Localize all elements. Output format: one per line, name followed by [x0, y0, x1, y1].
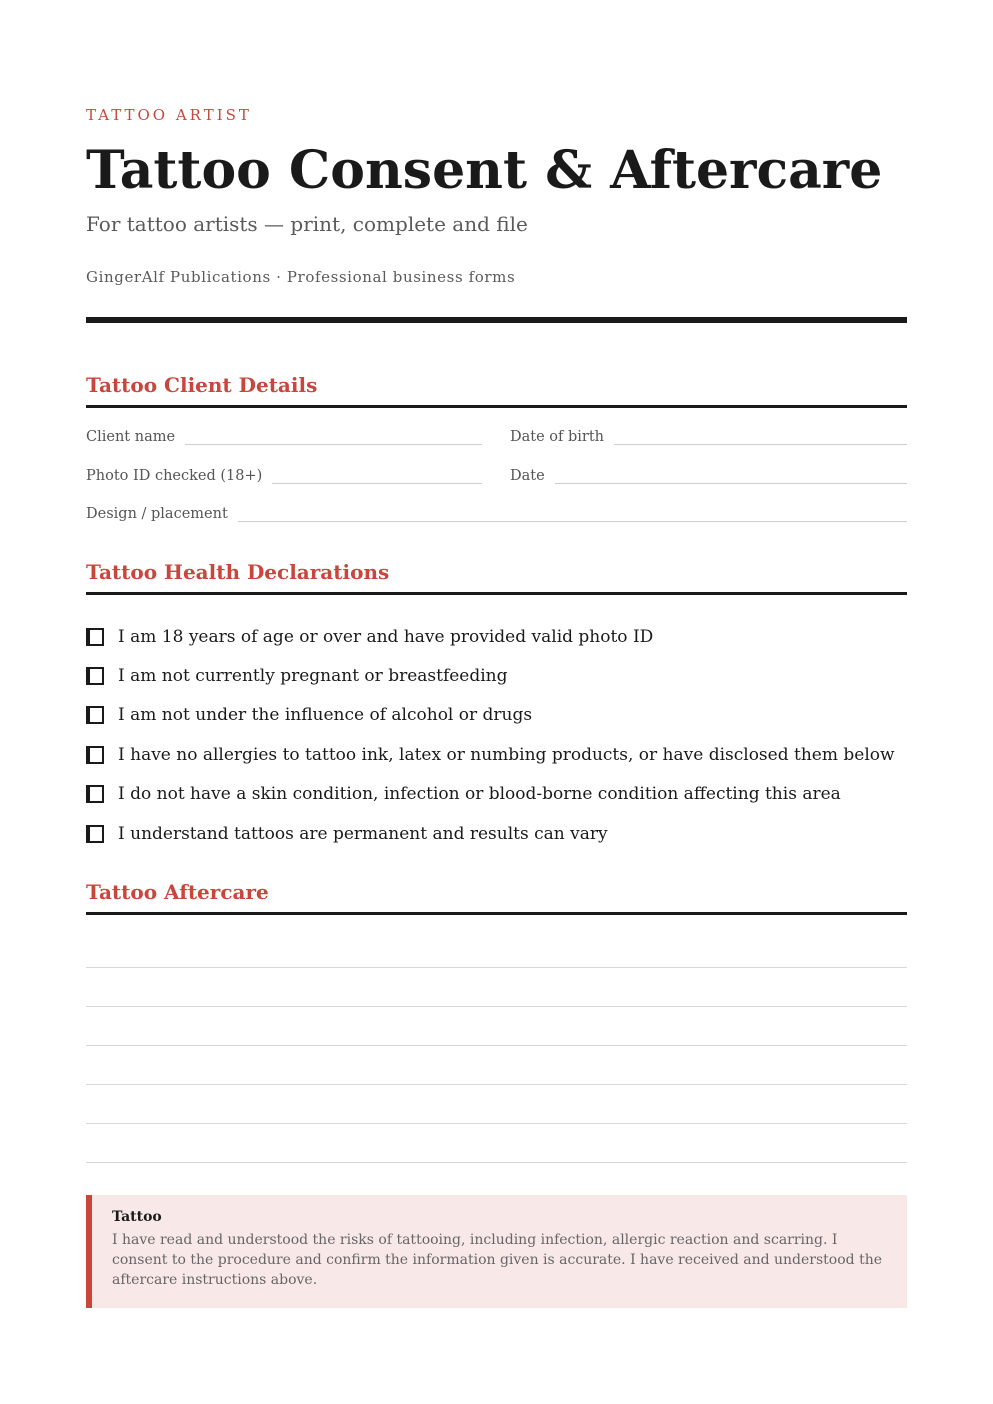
- checklist-item-label: I am not currently pregnant or breastfeeding: [118, 666, 508, 687]
- aftercare-heading: Tattoo Aftercare: [86, 880, 907, 915]
- date-of-birth-field[interactable]: [510, 426, 907, 445]
- aftercare-write-line[interactable]: [86, 1045, 907, 1046]
- publisher-line: GingerAlf Publications · Professional business forms: [86, 268, 516, 286]
- checkbox[interactable]: [86, 746, 104, 764]
- eyebrow-label: TATTOO ARTIST: [86, 106, 252, 124]
- checklist-item: [86, 814, 907, 853]
- health-declarations-heading: Tattoo Health Declarations: [86, 560, 907, 595]
- checklist-item: [86, 735, 907, 774]
- aftercare-write-line[interactable]: [86, 1123, 907, 1124]
- checklist-item: [86, 656, 907, 695]
- consent-notice-body: I have read and understood the risks of tattooing, including infection, allergic reaction and scarring. I consent to the procedure and confirm the information given is accurate. I have received and understood the aftercare instructions above.: [112, 1232, 882, 1288]
- client-name-label: Client name: [86, 429, 176, 445]
- client-name-field[interactable]: [86, 426, 482, 445]
- aftercare-write-line[interactable]: [86, 1006, 907, 1007]
- checkbox[interactable]: [86, 667, 104, 685]
- design-placement-line[interactable]: [238, 503, 907, 522]
- checkbox[interactable]: [86, 825, 104, 843]
- checkbox[interactable]: [86, 706, 104, 724]
- checklist-item-label: I understand tattoos are permanent and results can vary: [118, 823, 608, 844]
- photo-id-label: Photo ID checked (18+): [86, 468, 263, 484]
- checklist-item-label: I do not have a skin condition, infection or blood-borne condition affecting this area: [118, 784, 841, 805]
- checkbox[interactable]: [86, 785, 104, 803]
- design-placement-field[interactable]: [86, 503, 907, 522]
- date-of-birth-line[interactable]: [614, 426, 907, 445]
- page-subtitle: For tattoo artists — print, complete and file: [86, 212, 528, 236]
- checklist-item: [86, 617, 907, 656]
- header-divider: [86, 317, 907, 323]
- aftercare-write-line[interactable]: [86, 967, 907, 968]
- photo-id-line[interactable]: [272, 465, 482, 484]
- consent-notice-title: Tattoo: [112, 1209, 162, 1225]
- checklist-item: [86, 696, 907, 735]
- aftercare-write-line[interactable]: [86, 1084, 907, 1085]
- date-line[interactable]: [555, 465, 907, 484]
- date-of-birth-label: Date of birth: [510, 429, 605, 445]
- consent-notice: [86, 1195, 907, 1308]
- health-checklist: [86, 617, 907, 853]
- client-name-line[interactable]: [185, 426, 482, 445]
- checklist-item-label: I have no allergies to tattoo ink, latex or numbing products, or have disclosed them below: [118, 744, 895, 765]
- checklist-item: [86, 775, 907, 814]
- checkbox[interactable]: [86, 628, 104, 646]
- date-label: Date: [510, 468, 545, 484]
- checklist-item-label: I am not under the influence of alcohol or drugs: [118, 705, 533, 726]
- design-placement-label: Design / placement: [86, 506, 228, 522]
- checklist-item-label: I am 18 years of age or over and have provided valid photo ID: [118, 626, 654, 647]
- aftercare-write-line[interactable]: [86, 1162, 907, 1163]
- client-details-heading: Tattoo Client Details: [86, 373, 907, 408]
- photo-id-field[interactable]: [86, 465, 482, 484]
- page-title: Tattoo Consent & Aftercare: [86, 140, 883, 201]
- date-field[interactable]: [510, 465, 907, 484]
